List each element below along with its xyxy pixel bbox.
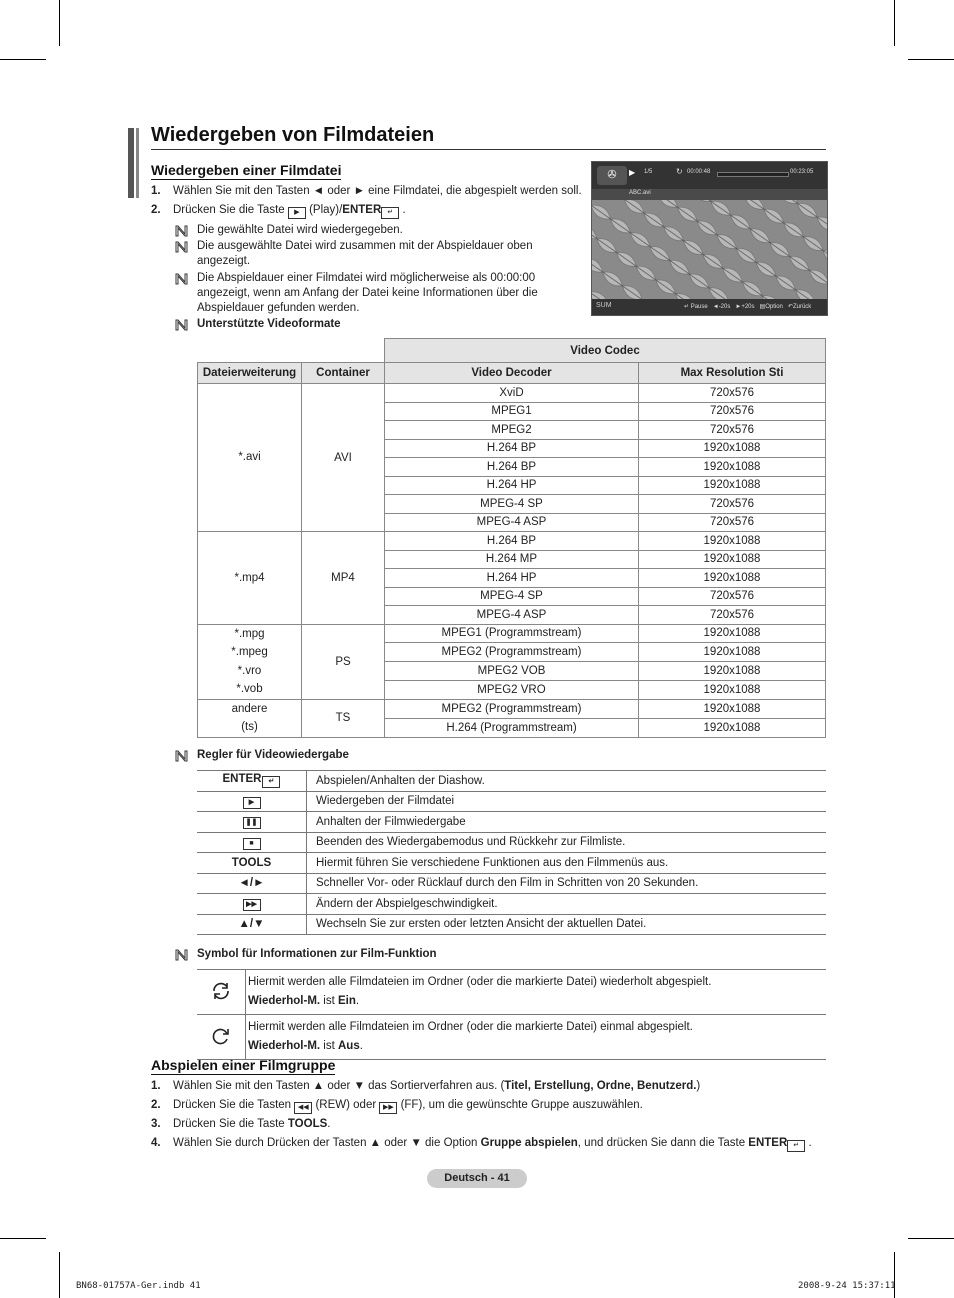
container-cell: TS <box>302 699 385 737</box>
resolution-cell: 1920x1088 <box>639 662 826 681</box>
repeat-icon: ↻ <box>676 167 683 176</box>
play-key-icon: ▶ <box>243 797 261 809</box>
extension-cell: *.mpg *.mpeg *.vro *.vob <box>198 624 302 699</box>
extension-cell: *.avi <box>198 384 302 532</box>
decoder-cell: H.264 MP <box>385 550 639 569</box>
ff-key-icon: ▶▶ <box>243 899 261 911</box>
note-icon <box>175 241 188 253</box>
resolution-cell: 720x576 <box>639 384 826 403</box>
file-count: 1/5 <box>644 169 653 175</box>
controls-table <box>197 770 826 935</box>
container-cell: MP4 <box>302 532 385 625</box>
right-icon: ► <box>735 304 742 310</box>
table-row: ❚❚ Anhalten der Filmwiedergabe <box>197 812 826 833</box>
decoder-cell: H.264 BP <box>385 532 639 551</box>
resolution-cell: 1920x1088 <box>639 643 826 662</box>
help-bar: ↵ Pause ◄-20s ►+20s ▤Option ↶Zurück <box>684 304 812 310</box>
controls-heading: Regler für Videowiedergabe <box>197 749 349 761</box>
resolution-cell: 1920x1088 <box>639 569 826 588</box>
decoder-cell: H.264 HP <box>385 569 639 588</box>
step-4: 4. Wählen Sie durch Drücken der Tasten ▲ oder ▼ die Option Gruppe abspielen, und drücken Sie dann die Taste ENTER ↵ . <box>151 1137 812 1152</box>
step-1: 1. Wählen Sie mit den Tasten ▲ oder ▼ das Sortierverfahren aus. (Titel, Erstellung, Ordne, Benutzerd.) <box>151 1080 701 1092</box>
decoder-cell: XviD <box>385 384 639 403</box>
container-cell: AVI <box>302 384 385 532</box>
decoder-cell: MPEG2 (Programmstream) <box>385 643 639 662</box>
enter-key-icon: ↵ <box>381 207 399 219</box>
decoder-cell: MPEG1 <box>385 402 639 421</box>
return-icon: ↶ <box>787 304 793 310</box>
col-header: Dateierweiterung <box>198 363 302 384</box>
note-icon <box>175 273 188 285</box>
table-row: ▶▶ Ändern der Abspielgeschwindigkeit. <box>197 894 826 915</box>
note-icon <box>175 319 188 331</box>
col-header: Container <box>302 363 385 384</box>
total-time: 00:23:05 <box>790 169 814 175</box>
play-key-icon: ▶ <box>288 207 306 219</box>
decoder-cell: H.264 BP <box>385 458 639 477</box>
source-label: SUM <box>596 302 612 309</box>
note-icon <box>175 750 188 762</box>
page-title: Wiedergeben von Filmdateien <box>151 124 435 146</box>
decoder-cell: H.264 HP <box>385 476 639 495</box>
note-text: Die Abspieldauer einer Filmdatei wird möglicherweise als 00:00:00 angezeigt, wenn am Anfang der Datei keine Informationen über die Abspieldauer gefunden werden. <box>197 272 538 314</box>
table-row <box>198 699 826 718</box>
decoder-cell: H.264 (Programmstream) <box>385 718 639 737</box>
step-1: 1. Wählen Sie mit den Tasten ◄ oder ► eine Filmdatei, die abgespielt werden soll. <box>151 185 582 197</box>
table-row: ▶ Wiedergeben der Filmdatei <box>197 791 826 812</box>
step-2: 2. Drücken Sie die Taste ▶ (Play)/ENTER ↵ . <box>151 204 406 219</box>
decoder-cell: MPEG2 (Programmstream) <box>385 699 639 718</box>
movie-icon: ✇ <box>597 166 627 185</box>
extension-cell: *.mp4 <box>198 532 302 625</box>
repeat-once-icon <box>210 1025 232 1047</box>
note-text: Die gewählte Datei wird wiedergegeben. <box>197 224 403 236</box>
resolution-cell: 720x576 <box>639 606 826 625</box>
decoder-cell: MPEG-4 ASP <box>385 606 639 625</box>
decoder-cell: MPEG2 VRO <box>385 680 639 699</box>
resolution-cell: 1920x1088 <box>639 476 826 495</box>
table-row: Hiermit werden alle Filmdateien im Ordner (oder die markierte Datei) einmal abgespielt. Wiederhol-M. ist Aus. <box>197 1015 826 1060</box>
note-icon <box>175 949 188 961</box>
enter-key-icon: ↵ <box>787 1140 805 1152</box>
file-name: ABC.avi <box>629 190 651 196</box>
resolution-cell: 1920x1088 <box>639 458 826 477</box>
decoder-cell: MPEG-4 ASP <box>385 513 639 532</box>
container-cell: PS <box>302 624 385 699</box>
formats-heading: Unterstützte Videoformate <box>197 318 341 330</box>
resolution-cell: 1920x1088 <box>639 550 826 569</box>
decoder-cell: H.264 BP <box>385 439 639 458</box>
imprint-right: 2008-9-24 15:37:11 <box>798 1281 896 1291</box>
decoder-cell: MPEG-4 SP <box>385 587 639 606</box>
title-marker-thin <box>136 128 139 198</box>
table-row: ▲/▼ Wechseln Sie zur ersten oder letzten Ansicht der aktuellen Datei. <box>197 914 826 935</box>
decoder-cell: MPEG1 (Programmstream) <box>385 624 639 643</box>
table-row <box>198 532 826 551</box>
playback-screenshot <box>591 161 828 316</box>
note-icon <box>175 225 188 237</box>
decoder-cell: MPEG2 VOB <box>385 662 639 681</box>
step-2: 2. Drücken Sie die Tasten ◀◀ (REW) oder ▶▶ (FF), um die gewünschte Gruppe auszuwählen. <box>151 1099 643 1114</box>
progress-bar <box>717 172 789 177</box>
repeat-all-icon <box>210 980 232 1002</box>
resolution-cell: 720x576 <box>639 421 826 440</box>
table-row: ■ Beenden des Wiedergabemodus und Rückkehr zur Filmliste. <box>197 832 826 853</box>
play-state-icon: ▶ <box>629 168 636 177</box>
table-row <box>198 624 826 643</box>
resolution-cell: 1920x1088 <box>639 699 826 718</box>
resolution-cell: 1920x1088 <box>639 680 826 699</box>
symbols-heading: Symbol für Informationen zur Film-Funktion <box>197 948 437 960</box>
col-header: Max Resolution Sti <box>639 363 826 384</box>
table-row: ENTER ↵ Abspielen/Anhalten der Diashow. <box>197 771 826 792</box>
ff-key-icon: ▶▶ <box>379 1102 397 1114</box>
resolution-cell: 720x576 <box>639 402 826 421</box>
resolution-cell: 1920x1088 <box>639 439 826 458</box>
section-heading: Wiedergeben einer Filmdatei <box>151 162 342 178</box>
extension-cell: andere (ts) <box>198 699 302 737</box>
resolution-cell: 1920x1088 <box>639 624 826 643</box>
rew-key-icon: ◀◀ <box>294 1102 312 1114</box>
video-format-table <box>197 338 826 738</box>
resolution-cell: 720x576 <box>639 495 826 514</box>
table-row: ◄/► Schneller Vor- oder Rücklauf durch den Film in Schritten von 20 Sekunden. <box>197 873 826 894</box>
title-rule <box>151 149 826 150</box>
decoder-cell: MPEG2 <box>385 421 639 440</box>
left-icon: ◄ <box>712 304 719 310</box>
imprint-left: BN68-01757A-Ger.indb 41 <box>76 1281 201 1291</box>
step-3: 3. Drücken Sie die Taste TOOLS. <box>151 1118 331 1130</box>
col-header: Video Decoder <box>385 363 639 384</box>
symbols-table <box>197 969 826 1060</box>
current-time: 00:00:48 <box>687 169 711 175</box>
pause-key-icon: ❚❚ <box>243 817 261 829</box>
resolution-cell: 720x576 <box>639 513 826 532</box>
codec-header: Video Codec <box>385 339 826 363</box>
resolution-cell: 1920x1088 <box>639 532 826 551</box>
enter-key-icon: ↵ <box>262 776 280 788</box>
page-number-badge: Deutsch - 41 <box>427 1169 527 1188</box>
tools-icon: ▤ <box>759 304 766 310</box>
title-marker <box>128 128 134 198</box>
stop-key-icon: ■ <box>243 838 261 850</box>
resolution-cell: 1920x1088 <box>639 718 826 737</box>
resolution-cell: 720x576 <box>639 587 826 606</box>
file-bar <box>592 189 827 200</box>
decoder-cell: MPEG-4 SP <box>385 495 639 514</box>
top-bar <box>592 162 827 189</box>
table-row <box>198 384 826 403</box>
enter-icon: ↵ <box>684 304 690 310</box>
section-heading: Abspielen einer Filmgruppe <box>151 1057 336 1073</box>
table-row: TOOLS Hiermit führen Sie verschiedene Funktionen aus den Filmmenüs aus. <box>197 853 826 874</box>
note-text: Die ausgewählte Datei wird zusammen mit der Abspieldauer oben angezeigt. <box>197 240 533 267</box>
table-row: Hiermit werden alle Filmdateien im Ordner (oder die markierte Datei) wiederholt abgespielt. Wiederhol-M. ist Ein. <box>197 970 826 1015</box>
